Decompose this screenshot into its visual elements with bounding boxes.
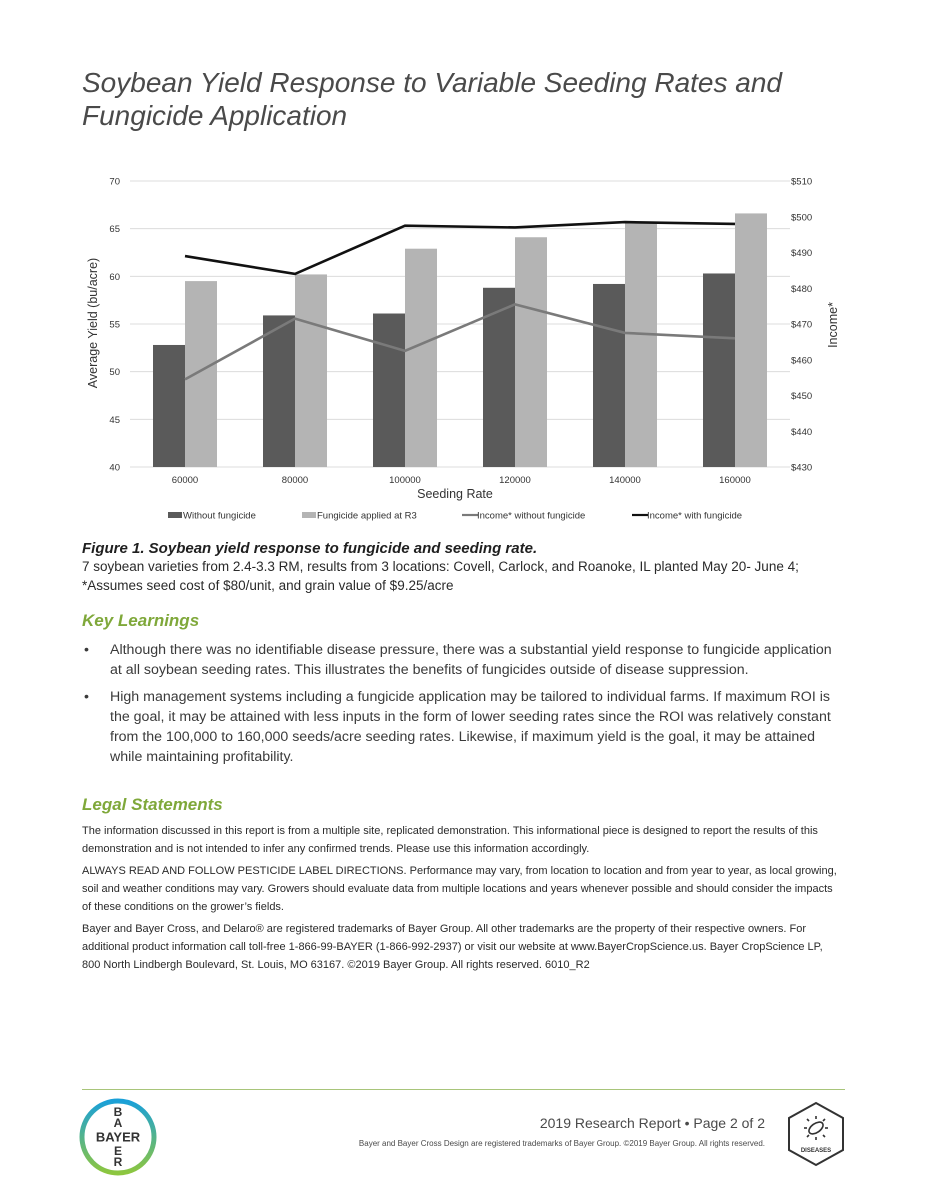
figure-note-2: *Assumes seed cost of $80/unit, and grain value of $9.25/acre bbox=[82, 578, 454, 593]
figure-caption bbox=[82, 540, 862, 595]
chart-legend bbox=[168, 511, 742, 522]
logo-letter: R bbox=[113, 1155, 123, 1169]
x-tick-label: 80000 bbox=[281, 475, 309, 486]
legal-paragraph-2: ALWAYS READ AND FOLLOW PESTICIDE LABEL DIRECTIONS. Performance may vary, from location to location and from year to year, as local growing, soil and weather conditions may vary. Growers should evaluate data from multiple locations and years whenever possible and should consider the impacts of these conditions on the grower’s fields. bbox=[82, 865, 837, 913]
figure-title: Figure 1. Soybean yield response to fungicide and seeding rate. bbox=[82, 540, 538, 557]
legend-label: Income* without fungicide bbox=[477, 510, 586, 522]
legend-swatch bbox=[168, 512, 182, 518]
y2-tick-label: $480 bbox=[791, 283, 813, 295]
x-tick-label: 160000 bbox=[719, 475, 751, 486]
y2-tick-label: $490 bbox=[791, 248, 813, 259]
y2-tick-label: $440 bbox=[791, 426, 813, 438]
logo-letter: E bbox=[113, 1144, 123, 1158]
key-learnings-heading: Key Learnings bbox=[82, 611, 200, 630]
footer-report-label: 2019 Research Report • Page 2 of 2 bbox=[539, 1115, 765, 1131]
bar-fungicide-applied-at-r3 bbox=[625, 223, 657, 467]
bar-without-fungicide bbox=[703, 273, 735, 467]
y2-tick-label: $430 bbox=[791, 462, 813, 474]
y2-axis-label: Income* bbox=[826, 302, 840, 348]
list-item-text: Although there was no identifiable disease pressure, there was a substantial yield response to fungicide application at all soybean seeding rates. This illustrates the benefits of fungicides outside of disease suppression. bbox=[110, 642, 832, 678]
chart-bars bbox=[153, 213, 767, 467]
page-title-line-2: Fungicide Application bbox=[82, 100, 348, 131]
logo-letter: A bbox=[113, 1116, 123, 1130]
legend-label: Fungicide applied at R3 bbox=[317, 510, 417, 522]
yield-chart bbox=[70, 165, 860, 530]
diseases-badge bbox=[785, 1101, 847, 1167]
legend-label: Without fungicide bbox=[183, 510, 256, 522]
x-tick-label: 120000 bbox=[499, 475, 531, 486]
page-title bbox=[82, 66, 842, 132]
bar-fungicide-applied-at-r3 bbox=[735, 213, 767, 467]
list-item bbox=[82, 640, 844, 680]
y-tick-label: 50 bbox=[109, 367, 120, 379]
logo-letter: B bbox=[113, 1105, 123, 1119]
y-tick-label: 40 bbox=[109, 462, 120, 474]
footer-divider bbox=[82, 1089, 845, 1090]
y2-tick-label: $510 bbox=[791, 176, 813, 188]
logo-horizontal-text: BAYER bbox=[95, 1129, 141, 1145]
figure-note-1: 7 soybean varieties from 2.4-3.3 RM, results from 3 locations: Covell, Carlock, and Roanoke, IL planted May 20- June 4; bbox=[82, 559, 799, 574]
y-tick-label: 70 bbox=[109, 176, 120, 188]
key-learnings-list bbox=[82, 640, 844, 774]
footer-trademark: Bayer and Bayer Cross Design are registered trademarks of Bayer Group. ©2019 Bayer Group. All rights reserved. bbox=[358, 1139, 765, 1148]
list-item bbox=[82, 687, 844, 767]
bar-fungicide-applied-at-r3 bbox=[295, 274, 327, 467]
bullet-icon: • bbox=[84, 689, 89, 705]
legend-label: Income* with fungicide bbox=[647, 510, 743, 522]
y-tick-label: 60 bbox=[109, 271, 120, 283]
bar-fungicide-applied-at-r3 bbox=[515, 237, 547, 467]
legal-heading: Legal Statements bbox=[82, 795, 223, 814]
bullet-icon: • bbox=[84, 642, 89, 658]
bar-fungicide-applied-at-r3 bbox=[405, 249, 437, 467]
y2-tick-label: $450 bbox=[791, 391, 813, 402]
badge-label: DISEASES bbox=[800, 1148, 832, 1154]
y2-tick-label: $470 bbox=[791, 319, 813, 331]
x-tick-label: 60000 bbox=[171, 475, 199, 486]
bar-without-fungicide bbox=[593, 284, 625, 467]
legal-paragraph-1: The information discussed in this report is from a multiple site, replicated demonstration. This informational piece is designed to report the results of this demonstration and is not intended to infer any confirmed trends. Please use this information accordingly. bbox=[82, 825, 818, 855]
bar-without-fungicide bbox=[153, 345, 185, 467]
bar-without-fungicide bbox=[373, 314, 405, 467]
bayer-logo bbox=[78, 1097, 158, 1177]
bar-without-fungicide bbox=[263, 315, 295, 467]
y2-tick-label: $500 bbox=[791, 212, 813, 224]
y-tick-label: 45 bbox=[109, 414, 120, 426]
y-axis-label: Average Yield (bu/acre) bbox=[86, 257, 100, 389]
x-tick-label: 100000 bbox=[389, 475, 421, 486]
list-item-text: High management systems including a fungicide application may be tailored to individual farms. If maximum ROI is the goal, it may be attained with less inputs in the form of lower seeding rates since the ROI was relatively constant from the 100,000 to 160,000 seeds/acre seeding rates. Likewise, if maximum yield is the goal, it may be attained while maintaining profitability. bbox=[110, 689, 831, 765]
legal-paragraph-3: Bayer and Bayer Cross, and Delaro® are registered trademarks of Bayer Group. All other trademarks are the property of their respective owners. For additional product information call toll-free 1-866-99-BAYER (1-866-992-2937) or visit our website at www.BayerCropScience.us. Bayer CropScience LP, 800 North Lindbergh Boulevard, St. Louis, MO 63167. ©2019 Bayer Group. All rights reserved. 6010_R2 bbox=[82, 923, 823, 971]
y2-tick-label: $460 bbox=[791, 355, 813, 367]
legend-swatch bbox=[302, 512, 316, 518]
y-tick-label: 55 bbox=[109, 319, 120, 331]
bar-fungicide-applied-at-r3 bbox=[185, 281, 217, 467]
page-title-line-1: Soybean Yield Response to Variable Seeding Rates and bbox=[82, 67, 782, 98]
x-tick-label: 140000 bbox=[609, 475, 641, 486]
y-tick-label: 65 bbox=[109, 224, 120, 236]
x-axis-label: Seeding Rate bbox=[417, 487, 493, 501]
legal-statements bbox=[82, 822, 844, 978]
